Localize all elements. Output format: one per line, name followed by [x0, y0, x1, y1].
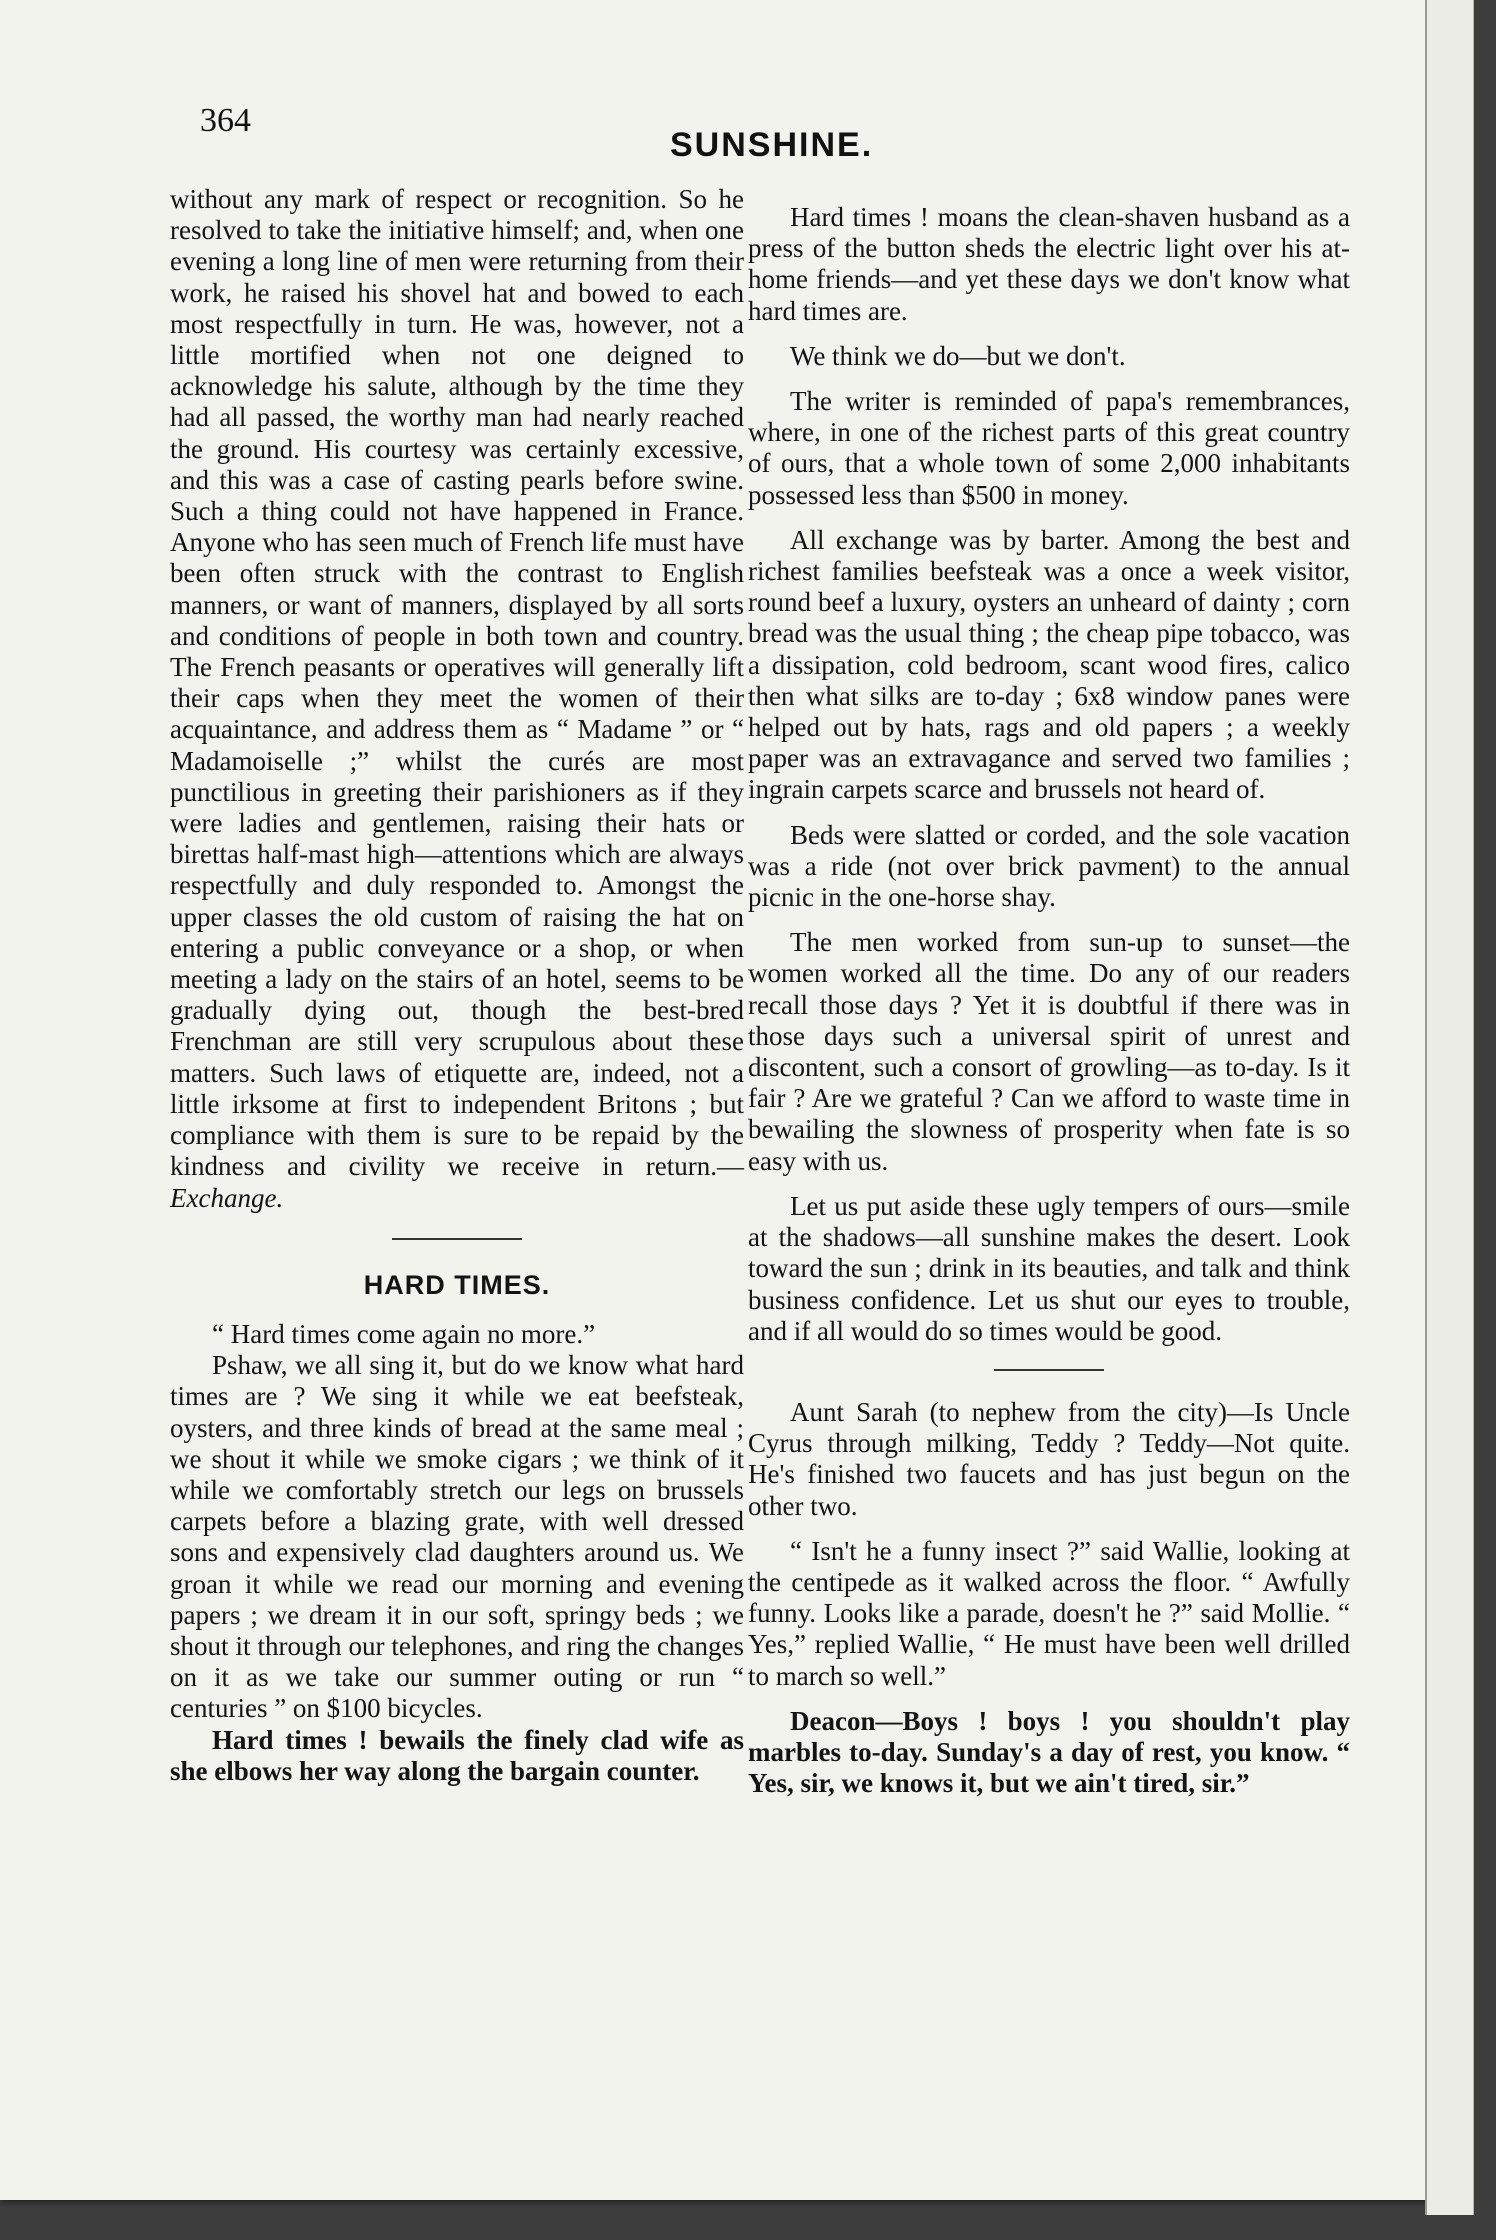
section-divider [392, 1238, 522, 1240]
section-divider [994, 1369, 1104, 1371]
running-head-title: SUNSHINE. [670, 126, 874, 164]
article-paragraph: The writer is reminded of papa's remembrances, where, in one of the richest parts of this great country of ours, that a whole town of some 2,000 inhabitants possessed less than $500 in money. [748, 386, 1350, 510]
article-paragraph: Let us put aside these ugly tempers of ours—smile at the shadows—all sunshine makes the desert. Look toward the sun ; drink in its beauties, and talk and think business confidence. Let us shut our eyes to trouble, and if all would do so times would be good. [748, 1190, 1350, 1346]
article-heading: HARD TIMES. [363, 1269, 551, 1300]
article-paragraph: Hard times ! moans the clean-shaven husband as a press of the button sheds the electric light over his at-home friends—and yet these days we don't know what hard times are. [748, 202, 1350, 326]
continued-article-text [170, 184, 744, 1214]
anecdote-paragraph: Aunt Sarah (to nephew from the city)—Is Uncle Cyrus through milking, Teddy ? Teddy—Not quite. He's finished two faucets and has just begun on the other two. [748, 1396, 1350, 1521]
article-paragraph: Pshaw, we all sing it, but do we know what hard times are ? We sing it while we eat beefsteak, oysters, and three kinds of bread at the same meal ; we shout it while we smoke cigars ; we think of it while we comfortably stretch our legs on brussels carpets before a blazing grate, with well dressed sons and expensively clad daughters around us. We groan it while we read our morning and evening papers ; we dream it in our soft, springy beds ; we shout it through our telephones, and ring the changes on it as we take our summer outing or run “ centuries ” on $100 bicycles. [170, 1350, 744, 1724]
article-paragraph: Hard times ! bewails the finely clad wife as she elbows her way along the bargain counter. [170, 1724, 744, 1786]
left-column [170, 184, 744, 1801]
article-source: Exchange. [170, 1182, 284, 1213]
article-paragraph: We think we do—but we don't. [790, 340, 1126, 371]
page-number: 364 [200, 102, 251, 139]
adjacent-page-edge [1425, 0, 1474, 2215]
article-paragraph: The men worked from sun-up to sunset—the women worked all the time. Do any of our readers recall those days ? Yet it is doubtful if there was in those days such a universal spirit of unrest and discontent, such a consort of growling—as to-day. Is it fair ? Are we grateful ? Can we afford to waste time in bewailing the slowness of prosperity when fate is so easy with us. [748, 927, 1350, 1176]
article-paragraph: All exchange was by barter. Among the best and richest families beefsteak was a once a week visitor, round beef a luxury, oysters an unheard of dainty ; corn bread was the usual thing ; the cheap pipe tobacco, was a dissipation, cold bedroom, scant wood fires, calico then what silks are to-day ; 6x8 window panes were helped out by hats, rags and old papers ; a weekly paper was an extravagance and served two families ; ingrain carpets scarce and brussels not heard of. [748, 524, 1350, 805]
anecdote-paragraph: “ Isn't he a funny insect ?” said Wallie, looking at the centipede as it walked across the floor. “ Awfully funny. Looks like a parade, doesn't he ?” said Mollie. “ Yes,” replied Wallie, “ He must have been well drilled to march so well.” [748, 1535, 1350, 1691]
anecdote-paragraph: Deacon—Boys ! boys ! you shouldn't play marbles to-day. Sunday's a day of rest, you know. “ Yes, sir, we knows it, but we ain't tired, sir.” [748, 1705, 1350, 1799]
article-paragraph: Beds were slatted or corded, and the sole vacation was a ride (not over brick pavment) to the annual picnic in the one-horse shay. [748, 819, 1350, 913]
right-column [748, 202, 1350, 1813]
article-paragraph: “ Hard times come again no more.” [212, 1318, 596, 1349]
continued-article-body: without any mark of respect or recognition. So he resolved to take the initiative himself; and, when one evening a long line of men were returning from their work, he raised his shovel hat and bowed to each most respectfully in turn. He was, however, not a little mortified when not one deigned to acknowledge his salute, although by the time they had all passed, the worthy man had nearly reached the ground. His courtesy was certainly excessive, and this was a case of casting pearls before swine. Such a thing could not have happened in France. Anyone who has seen much of French life must have been often struck with the contrast to English manners, or want of manners, displayed by all sorts and conditions of people in both town and country. The French peasants or operatives will generally lift their caps when they meet the women of their acquaintance, and address them as “ Madame ” or “ Madamoiselle ;” whilst the curés are most punctilious in greeting their parishioners as if they were ladies and gentlemen, raising their hats or birettas half-mast high—attentions which are always respectfully and duly responded to. Amongst the upper classes the old custom of raising the hat on entering a public conveyance or a shop, or when meeting a lady on the stairs of an hotel, seems to be gradually dying out, though the best-bred Frenchman are still very scrupulous about these matters. Such laws of etiquette are, indeed, not a little irksome at first to independent Britons ; but compliance with them is sure to be repaid by the kindness and civility we receive in return.— [170, 184, 744, 1182]
